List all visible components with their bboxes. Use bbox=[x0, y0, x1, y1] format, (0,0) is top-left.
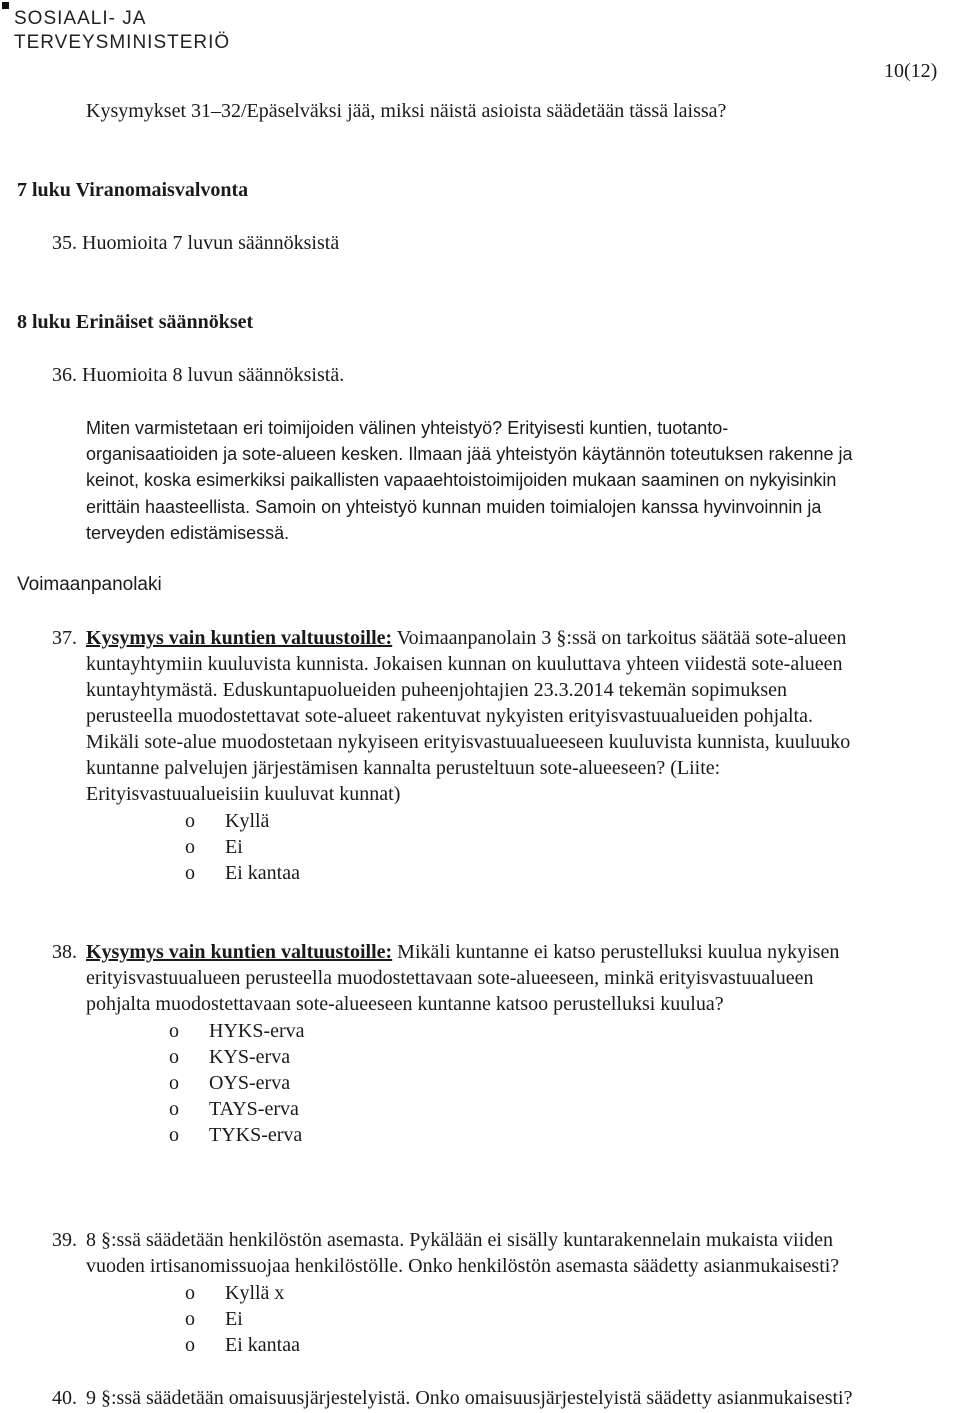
question-38-option-tays[interactable]: o TAYS-erva bbox=[169, 1098, 299, 1120]
option-marker: o bbox=[169, 1098, 179, 1120]
question-38-line-3: pohjalta muodostettavaan sote-alueeseen kuntanne katsoo perustelluksi kuulua? bbox=[86, 993, 724, 1015]
question-37-option-kylla[interactable]: o Kyllä bbox=[185, 810, 270, 832]
page-number: 10(12) bbox=[884, 60, 938, 82]
voimaanpanolaki-heading: Voimaanpanolaki bbox=[17, 574, 162, 595]
option-marker: o bbox=[185, 1334, 195, 1356]
option-marker: o bbox=[185, 810, 195, 832]
question-37-line-7: Erityisvastuualueisiin kuuluvat kunnat) bbox=[86, 783, 401, 805]
question-39-option-ei[interactable]: o Ei bbox=[185, 1308, 243, 1330]
answer-36-line-3: keinot, koska esimerkiksi paikallisten vapaaehtoistoimijoiden mukaan saaminen on nykyisinkin bbox=[86, 470, 837, 490]
question-39-number: 39. bbox=[52, 1229, 77, 1251]
option-marker: o bbox=[169, 1072, 179, 1094]
question-37-line-1-rest: Voimaanpanolain 3 §:ssä on tarkoitus säätää sote-alueen bbox=[392, 627, 847, 649]
question-40-number: 40. bbox=[52, 1387, 77, 1409]
question-40-line-1: 40. 9 §:ssä säädetään omaisuusjärjestelyistä. Onko omaisuusjärjestelyistä säädetty asianmukaisesti? bbox=[52, 1387, 853, 1409]
question-37-lead: Kysymys vain kuntien valtuustoille: bbox=[86, 627, 393, 649]
option-marker: o bbox=[185, 862, 195, 884]
question-37-line-4: perusteella muodostettavat sote-alueet rakentuvat nykyisten erityisvastuualueiden pohjalta. bbox=[86, 705, 813, 727]
question-39-line-2: vuoden irtisanomissuojaa henkilöstölle. Onko henkilöstön asemasta säädetty asianmukaisesti? bbox=[86, 1255, 840, 1277]
question-38-option-kys[interactable]: o KYS-erva bbox=[169, 1046, 291, 1068]
question-37-number: 37. bbox=[52, 627, 77, 649]
chapter-8-heading: 8 luku Erinäiset säännökset bbox=[17, 311, 254, 333]
question-38-line-1 bbox=[52, 939, 839, 965]
question-36: 36. Huomioita 8 luvun säännöksistä. bbox=[52, 364, 345, 386]
option-marker: o bbox=[185, 1308, 195, 1330]
question-35: 35. Huomioita 7 luvun säännöksistä bbox=[52, 232, 340, 254]
question-39-option-ei-kantaa[interactable]: o Ei kantaa bbox=[185, 1334, 300, 1356]
question-37-line-2: kuntayhtymiin kuuluvista kunnista. Jokaisen kunnan on kuuluttava yhteen viidestä sote-alueen bbox=[86, 653, 843, 675]
question-38-number: 38. bbox=[52, 941, 77, 963]
answer-36-line-2: organisaatioiden ja sote-alueen kesken. Ilmaan jää yhteistyön käytännön toteutuksen rakenne ja bbox=[86, 444, 853, 464]
answer-36-line-4: erittäin haasteellista. Samoin on yhteistyö kunnan muiden toimialojen kanssa hyvinvoinnin ja bbox=[86, 497, 822, 517]
answer-36-line-5: terveyden edistämisessä. bbox=[86, 523, 290, 543]
question-37-line-5: Mikäli sote-alue muodostetaan nykyiseen erityisvastuualueeseen kuuluvista kunnista, kuuluuko bbox=[86, 731, 851, 753]
logo-line-1: SOSIAALI- JA bbox=[14, 8, 147, 29]
chapter-7-heading: 7 luku Viranomaisvalvonta bbox=[17, 179, 249, 201]
question-31-32: Kysymykset 31–32/Epäselväksi jää, miksi näistä asioista säädetään tässä laissa? bbox=[86, 100, 727, 122]
question-37-line-6: kuntanne palvelujen järjestämisen kannalta perusteltuun sote-alueeseen? (Liite: bbox=[86, 757, 721, 779]
question-39-option-kylla[interactable]: o Kyllä x bbox=[185, 1282, 285, 1304]
logo-square-mark bbox=[2, 2, 9, 9]
question-38-line-2: erityisvastuualueen perusteella muodostettavaan sote-alueeseen, minkä erityisvastuualueen bbox=[86, 967, 814, 989]
question-38-option-hyks[interactable]: o HYKS-erva bbox=[169, 1020, 305, 1042]
question-37-line-3: kuntayhtymästä. Eduskuntapuolueiden puheenjohtajien 23.3.2014 tekemän sopimuksen bbox=[86, 679, 787, 701]
question-37-option-ei[interactable]: o Ei bbox=[185, 836, 243, 858]
question-38-lead: Kysymys vain kuntien valtuustoille: bbox=[86, 941, 393, 963]
logo-line-2: TERVEYSMINISTERIÖ bbox=[14, 32, 231, 53]
question-39-line-1: 39. 8 §:ssä säädetään henkilöstön asemasta. Pykälään ei sisälly kuntarakennelain mukaista viiden bbox=[52, 1229, 834, 1251]
option-marker: o bbox=[169, 1020, 179, 1042]
answer-36-line-1: Miten varmistetaan eri toimijoiden välinen yhteistyö? Erityisesti kuntien, tuotanto- bbox=[86, 418, 729, 438]
question-38-option-oys[interactable]: o OYS-erva bbox=[169, 1072, 291, 1094]
option-marker: o bbox=[185, 1282, 195, 1304]
option-marker: o bbox=[185, 836, 195, 858]
question-38-option-tyks[interactable]: o TYKS-erva bbox=[169, 1124, 303, 1146]
question-38-line-1-rest: Mikäli kuntanne ei katso perustelluksi kuulua nykyisen bbox=[392, 941, 840, 963]
question-37-line-1 bbox=[52, 625, 846, 651]
option-marker: o bbox=[169, 1124, 179, 1146]
option-marker: o bbox=[169, 1046, 179, 1068]
question-37-option-ei-kantaa[interactable]: o Ei kantaa bbox=[185, 862, 300, 884]
